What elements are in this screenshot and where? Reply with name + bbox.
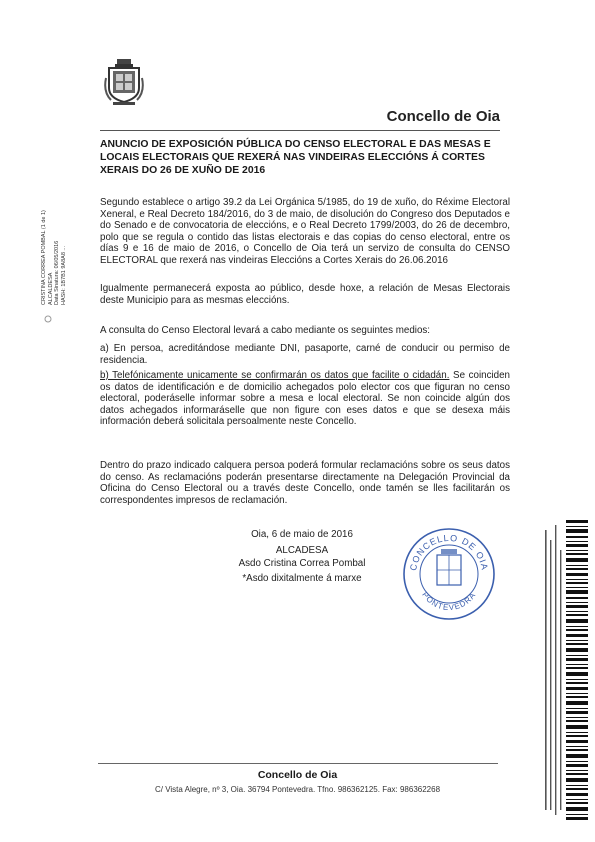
- signature-date: Oia, 6 de maio de 2016: [251, 529, 353, 540]
- municipality-title: Concello de Oia: [386, 108, 500, 125]
- paragraph-telephone: [100, 370, 510, 428]
- svg-text:PONTEVEDRA: [420, 590, 477, 612]
- stamp-top-text: CONCELLO DE OIA: [408, 532, 490, 572]
- signature-role: ALCADESA: [275, 545, 329, 556]
- stamp-bottom-text: PONTEVEDRA: [420, 590, 478, 613]
- seal-mark-icon: [44, 315, 52, 323]
- footer-title: Concello de Oia: [257, 769, 338, 781]
- margin-line: Data Sinatura: 06/05/2016: [54, 240, 60, 305]
- signature-name: Asdo Cristina Correa Pombal: [238, 558, 366, 569]
- telephone-underlined-text: b) Telefónicamente unicamente se confirmarán os datos que facilite o cidadán.: [100, 370, 450, 381]
- paragraph-consult-means: A consulta do Censo Electoral levará a cabo mediante os seguintes medios:: [100, 325, 431, 336]
- paragraph-claims: Dentro do prazo indicado calquera persoa poderá formular reclamacións sobre os seus datos do censo. As reclamacións poderán presentarse directamente na Delegación Provincial da Oficina do Censo Electoral ou a través deste Concello, onde tamén se lles facilitarán os correspondentes impresos de reclamación.: [100, 460, 510, 506]
- official-stamp-icon: [402, 527, 496, 621]
- paragraph-legal-basis: Segundo establece o artigo 39.2 da Lei Orgánica 5/1985, do 19 de xuño, do Réxime Electoral Xeneral, e Real Decreto 184/2016, do 3 de maio, de disolución do Congreso dos Deputados e do Senado e de convocatoria de eleccións, e o Real Decreto 1799/2003, do 26 de decembro, polo que se regula o contido das listas electorais e das copias do censo electoral, entre os días 9 e 16 de maio de 2016, o Concello de Oia terá un servizo de consulta do CENSO ELECTORAL que rexerá nas vindeiras Eleccións a Cortes Xerais do 26.06.2016: [100, 197, 510, 266]
- announcement-heading: ANUNCIO DE EXPOSICIÓN PÚBLICA DO CENSO ELECTORAL E DAS MESAS E LOCAIS ELECTORAIS QUE REXERÁ NAS VINDEIRAS ELECCIÓNS Á CORTES XERAIS DO 26 DE XUÑO DE 2016: [100, 139, 491, 176]
- paragraph-exposure: Igualmente permanecerá exposta ao público, desde hoxe, a relación de Mesas Electorais deste Municipio para as mesmas eleccións.: [100, 283, 510, 306]
- footer-address: C/ Vista Alegre, nº 3, Oia. 36794 Pontevedra. Tfno. 986362125. Fax: 986362268: [154, 785, 441, 794]
- margin-line: CRISTINA CORREA POMBAL (1 de 1): [41, 210, 47, 305]
- margin-line: ALCALDESA: [47, 272, 54, 305]
- header-divider: [100, 130, 500, 131]
- digital-signature-margin: [41, 185, 67, 305]
- paragraph-in-person: a) En persoa, acreditándose mediante DNI, pasaporte, carné de conducir ou permiso de residencia.: [100, 343, 510, 366]
- telephone-rest-text: Se coinciden os datos de identificación e de domicilio achegados polo elector cos que figuran no censo electoral, poderáselle informar sobre a mesa e local electoral. Se non coincide algún dos datos achegados informaráselle que non figure con eses datos e que se desexa máis información deberá solicitala persoalmente neste Concello.: [100, 370, 510, 428]
- margin-line: HASH: 1B7B1 9A8A8 ...: [60, 245, 67, 305]
- coat-of-arms-icon: [103, 58, 145, 106]
- footer-divider: [98, 763, 498, 764]
- signature-note: *Asdo dixitalmente á marxe: [242, 573, 362, 584]
